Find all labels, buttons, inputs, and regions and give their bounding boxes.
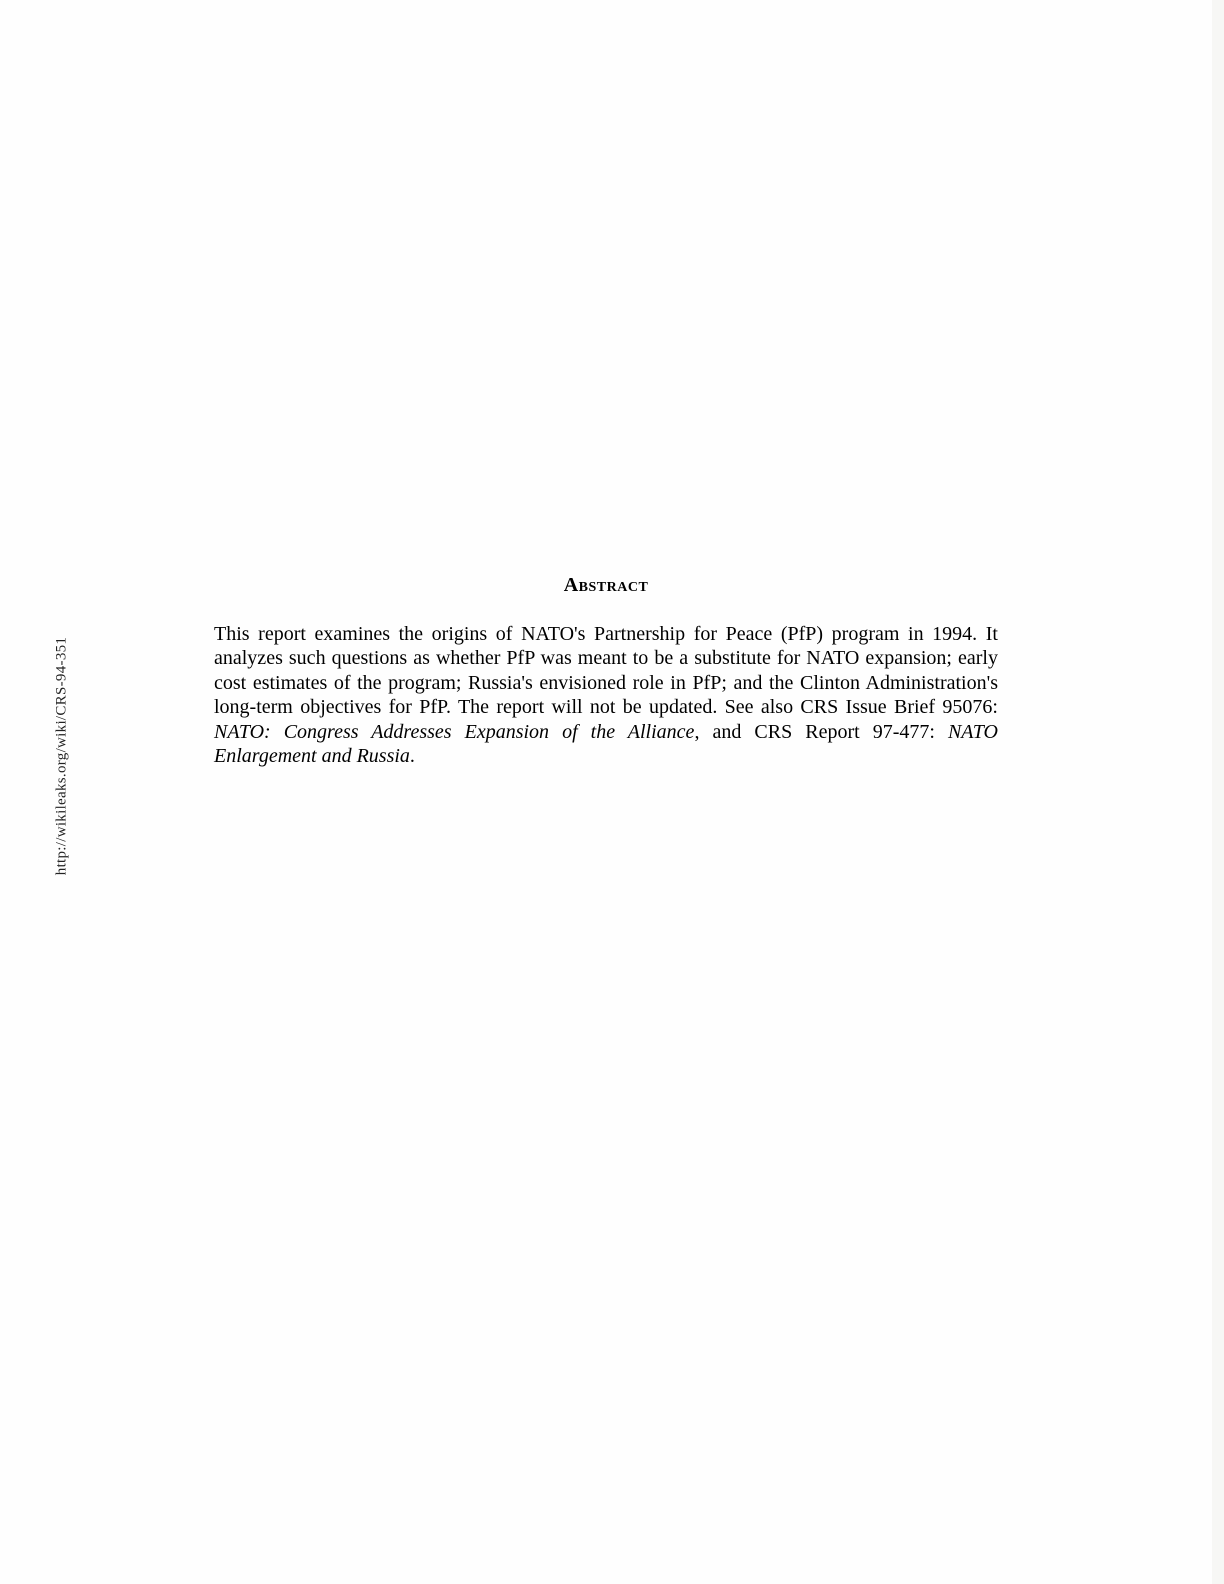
page-edge <box>1212 0 1224 1584</box>
issue-brief-title: NATO: Congress Addresses Expansion of the Alliance <box>214 720 695 743</box>
abstract-text-2: , and CRS Report 97-477: <box>694 720 948 743</box>
abstract-text-1: This report examines the origins of NATO's Partnership for Peace (PfP) program in 1994. It analyzes such questions as whether PfP was meant to be a substitute for NATO expansion; early cost estimates of the program; Russia's envisioned role in PfP; and the Clinton Administration's long-term objectives for PfP. The report will not be updated. See also CRS Issue Brief 95076: <box>214 623 998 719</box>
abstract-text-3: . <box>409 745 415 768</box>
abstract-heading: Abstract <box>563 574 649 596</box>
side-url-watermark: http://wikileaks.org/wiki/CRS-94-351 <box>53 636 70 876</box>
report-title: NATO Enlargement and Russia <box>214 720 998 768</box>
abstract-paragraph <box>214 622 998 768</box>
